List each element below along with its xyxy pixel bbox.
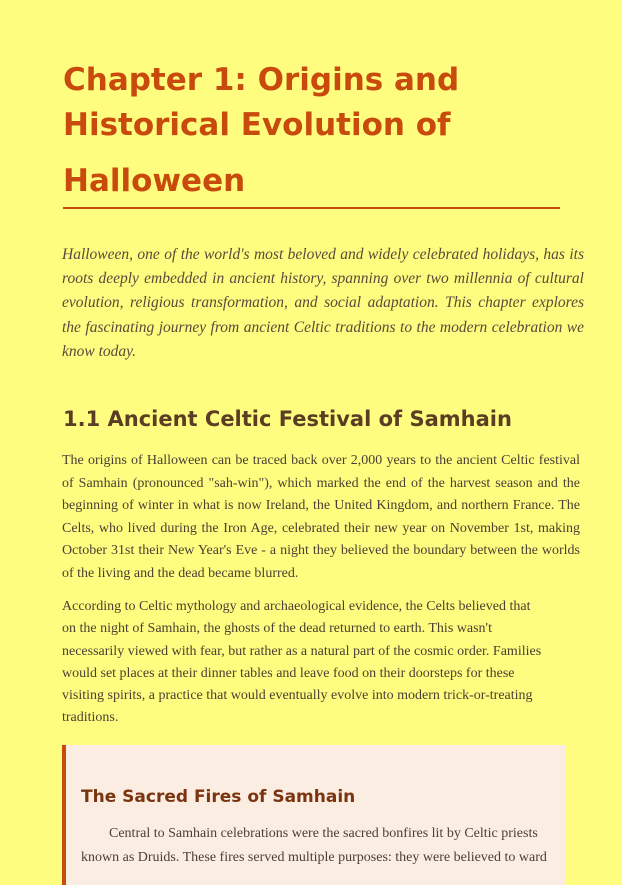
paragraph-2-line: on the night of Samhain, the ghosts of the dead returned to earth. This wasn't xyxy=(62,621,492,637)
section-heading: 1.1 Ancient Celtic Festival of Samhain xyxy=(63,407,512,431)
sacred-fires-callout-box xyxy=(62,745,566,885)
section-paragraph-2 xyxy=(62,596,580,730)
paragraph-2-line: necessarily viewed with fear, but rather as a natural part of the cosmic order. Families xyxy=(62,643,542,659)
chapter-title-line-1: Chapter 1: Origins and xyxy=(63,62,460,98)
chapter-title-line-2: Historical Evolution of xyxy=(63,107,451,143)
chapter-title xyxy=(63,58,563,204)
paragraph-2-line: visiting spirits, a practice that would eventually evolve into modern trick-or-treating xyxy=(62,688,533,704)
section-paragraph-1: The origins of Halloween can be traced back over 2,000 years to the ancient Celtic festival of Samhain (pronounced "sah-win"), which marked the end of the harvest season and the beginning of winter in what is now Ireland, the United Kingdom, and northern France. The Celts, who lived during the Iron Age, celebrated their new year on November 1st, making October 31st their New Year's Eve - a night they believed the boundary between the worlds of the living and the dead became blurred. xyxy=(62,453,580,581)
callout-heading: The Sacred Fires of Samhain xyxy=(81,787,356,807)
title-divider xyxy=(63,207,560,209)
paragraph-2-line: According to Celtic mythology and archaeological evidence, the Celts believed that xyxy=(62,599,531,614)
paragraph-2-line: traditions. xyxy=(62,710,119,726)
paragraph-2-line: would set places at their dinner tables and leave food on their doorsteps for these xyxy=(62,665,515,681)
callout-text: Central to Samhain celebrations were the sacred bonfires lit by Celtic priests known as Druids. These fires served multiple purposes: they were believed to ward xyxy=(81,826,547,865)
chapter-intro: Halloween, one of the world's most beloved and widely celebrated holidays, has its roots deeply embedded in ancient history, spanning over two millennia of cultural evolution, religious transformation, and social adaptation. This chapter explores the fascinating journey from ancient Celtic traditions to the modern celebration we know today. xyxy=(62,246,584,360)
chapter-title-line-3: Halloween xyxy=(63,163,246,199)
